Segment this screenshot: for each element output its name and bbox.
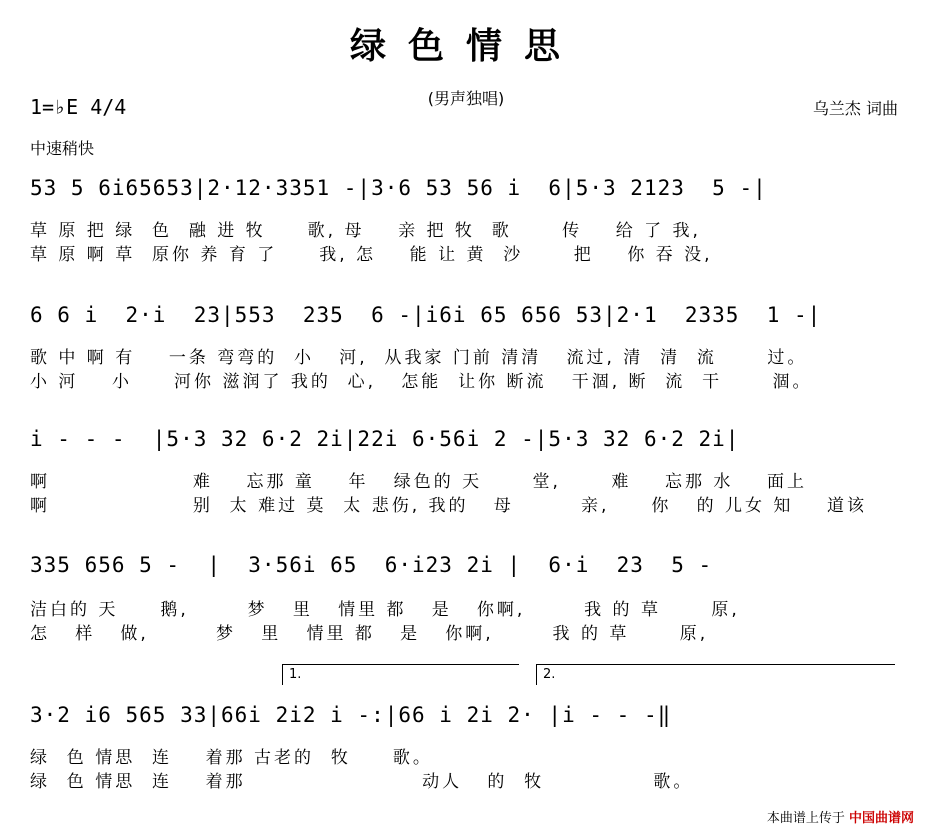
notes-line: 3·2 i6 565 33|66i 2i2 i -:|66 i 2i 2· |i - - -‖	[30, 703, 672, 727]
notes-line: 335 656 5 - | 3·56i 65 6·i23 2i | 6·i 23 5 -	[30, 553, 713, 577]
site-logo[interactable]: 中国曲谱网	[848, 811, 914, 826]
lyric-verse-1: 绿 色 情思 连 着那 古老的 牧 歌。	[30, 748, 433, 768]
score-system-5	[30, 703, 900, 803]
score-system-4	[30, 553, 900, 653]
key-signature: 1=♭E 4/4	[30, 95, 127, 119]
score-system-1	[30, 176, 900, 276]
score-system-3	[30, 427, 900, 527]
footer-text: 本曲谱上传于	[766, 811, 845, 826]
score-system-2	[30, 303, 900, 403]
song-title: 绿色情思	[349, 25, 582, 67]
lyric-verse-1: 草 原 把 绿 色 融 进 牧 歌, 母 亲 把 牧 歌 传 给 了 我,	[30, 221, 701, 241]
notes-line: 53 5 6i65653|2·12·3351 -|3·6 53 56 i 6|5·3 2123 5 -|	[30, 176, 767, 200]
lyric-verse-2: 怎 样 做, 梦 里 情里 都 是 你啊, 我 的 草 原,	[30, 624, 709, 644]
author-credit: 乌兰杰 词曲	[812, 99, 898, 118]
first-ending-bracket: 1.	[282, 664, 519, 685]
second-ending-bracket: 2.	[536, 664, 895, 685]
lyric-verse-2: 绿 色 情思 连 着那 动人 的 牧 歌。	[30, 772, 694, 792]
notes-line: i - - - |5·3 32 6·2 2i|22i 6·56i 2 -|5·3 32 6·2 2i|	[30, 427, 740, 451]
footer-credit[interactable]	[767, 807, 914, 826]
lyric-verse-1: 洁白的 天 鹅, 梦 里 情里 都 是 你啊, 我 的 草 原,	[30, 600, 740, 620]
song-subtitle: (男声独唱)	[427, 89, 505, 108]
lyric-verse-2: 草 原 啊 草 原你 养 育 了 我, 怎 能 让 黄 沙 把 你 吞 没,	[30, 245, 713, 265]
tempo-marking: 中速稍快	[30, 139, 95, 158]
lyric-verse-2: 小 河 小 河你 滋润了 我的 心, 怎能 让你 断流 干涸, 断 流 干 涸。	[30, 372, 813, 392]
lyric-verse-1: 歌 中 啊 有 一条 弯弯的 小 河, 从我家 门前 清清 流过, 清 清 流 过。	[30, 348, 808, 368]
lyric-verse-1: 啊 难 忘那 童 年 绿色的 天 堂, 难 忘那 水 面上	[30, 472, 807, 492]
notes-line: 6 6 i 2·i 23|553 235 6 -|i6i 65 656 53|2·1 2335 1 -|	[30, 303, 822, 327]
lyric-verse-2: 啊 别 太 难过 莫 太 悲伤, 我的 母 亲, 你 的 儿女 知 道该	[30, 496, 867, 516]
